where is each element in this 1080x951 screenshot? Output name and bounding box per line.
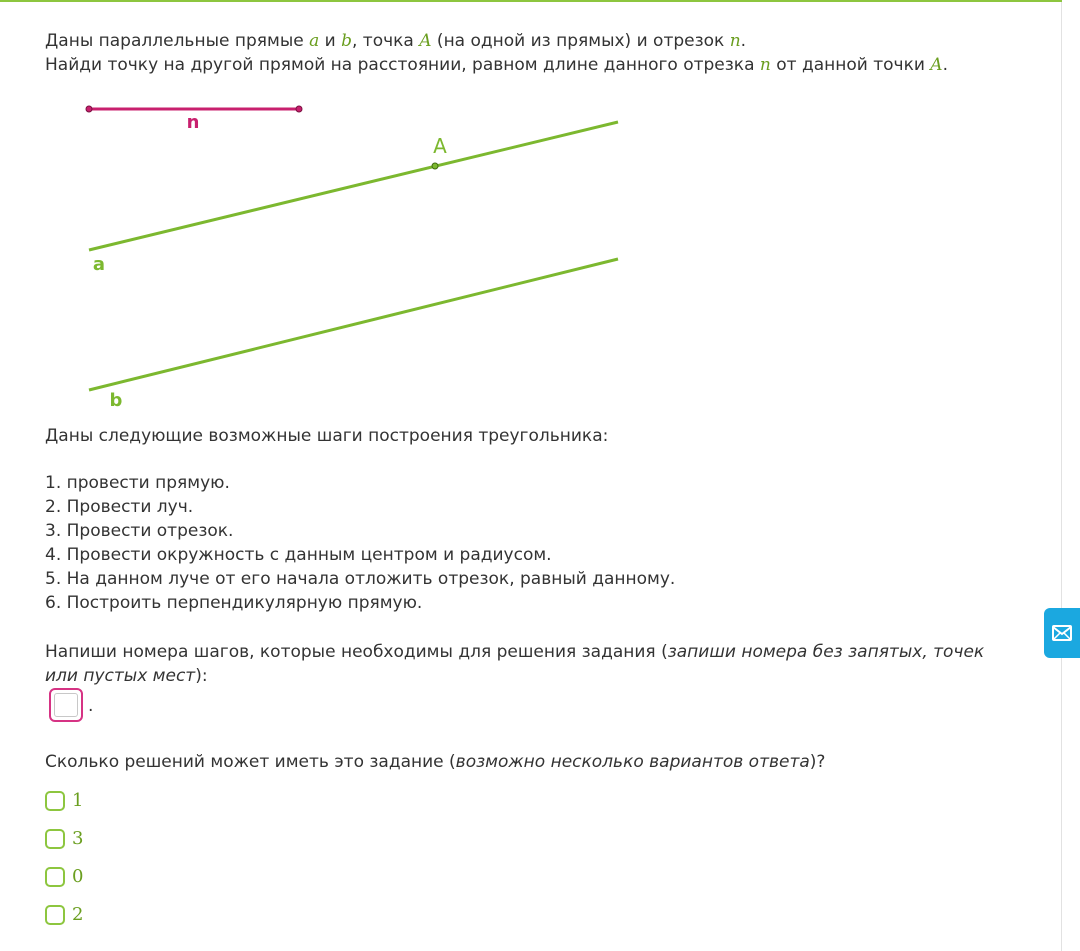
option-0[interactable] (45, 864, 83, 902)
option-1[interactable] (45, 788, 83, 826)
step-item-3: 3. Провести отрезок. (45, 521, 234, 541)
math-b: b (341, 31, 352, 51)
question-steps: Напиши номера шагов, которые необходимы для решения задания (запиши номера без запятых, точек или пустых мест): (45, 642, 985, 686)
envelope-icon (1052, 625, 1072, 641)
step-item-4: 4. Провести окружность с данным центром и радиусом. (45, 545, 552, 565)
line-b (89, 259, 618, 390)
step-item-5: 5. На данном луче от его начала отложить отрезок, равный данному. (45, 569, 676, 589)
option-0-checkbox[interactable] (45, 867, 65, 887)
steps-answer-input[interactable] (54, 693, 78, 717)
statement-line-1: Даны параллельные прямые a и b, точка A (на одной из прямых) и отрезок n. (45, 31, 747, 51)
option-3-label[interactable]: 3 (72, 828, 84, 849)
answer-trailing-dot: . (88, 696, 94, 716)
steps-answer-box[interactable] (49, 688, 83, 722)
point-A-label: A (433, 134, 447, 158)
statement-line-2: Найди точку на другой прямой на расстоянии, равном длине данного отрезка n от данной точки A. (45, 55, 948, 75)
question-steps-hint: запиши номера без запятых, точек или пустых мест (45, 642, 985, 686)
step-item-2: 2. Провести луч. (45, 497, 194, 517)
solutions-options (45, 788, 83, 940)
steps-title: Даны следующие возможные шаги построения треугольника: (45, 426, 609, 446)
line-a-label: a (92, 254, 106, 275)
option-2-checkbox[interactable] (45, 905, 65, 925)
step-item-1: 1. провести прямую. (45, 473, 230, 493)
option-2-label[interactable]: 2 (72, 904, 84, 925)
point-A (432, 163, 438, 169)
line-a (89, 122, 618, 250)
math-n: n (729, 31, 741, 51)
segment-n-start-point (86, 106, 92, 112)
math-A: A (419, 31, 432, 51)
option-2[interactable] (45, 902, 83, 940)
math-n-2: n (759, 55, 771, 75)
math-A-2: A (930, 55, 943, 75)
option-3-checkbox[interactable] (45, 829, 65, 849)
option-3[interactable] (45, 826, 83, 864)
geometry-figure (0, 0, 700, 420)
line-b-label: b (109, 390, 123, 411)
step-item-6: 6. Построить перпендикулярную прямую. (45, 593, 423, 613)
question-solutions-hint: возможно несколько вариантов ответа (455, 752, 810, 772)
question-solutions: Сколько решений может иметь это задание (возможно несколько вариантов ответа)? (45, 752, 826, 772)
option-1-label[interactable]: 1 (72, 790, 84, 811)
feedback-button[interactable] (1044, 608, 1080, 658)
steps-list (45, 471, 675, 615)
option-1-checkbox[interactable] (45, 791, 65, 811)
option-0-label[interactable]: 0 (72, 866, 84, 887)
segment-n-label: n (186, 112, 200, 133)
math-a: a (309, 31, 320, 51)
segment-n-end-point (296, 106, 302, 112)
